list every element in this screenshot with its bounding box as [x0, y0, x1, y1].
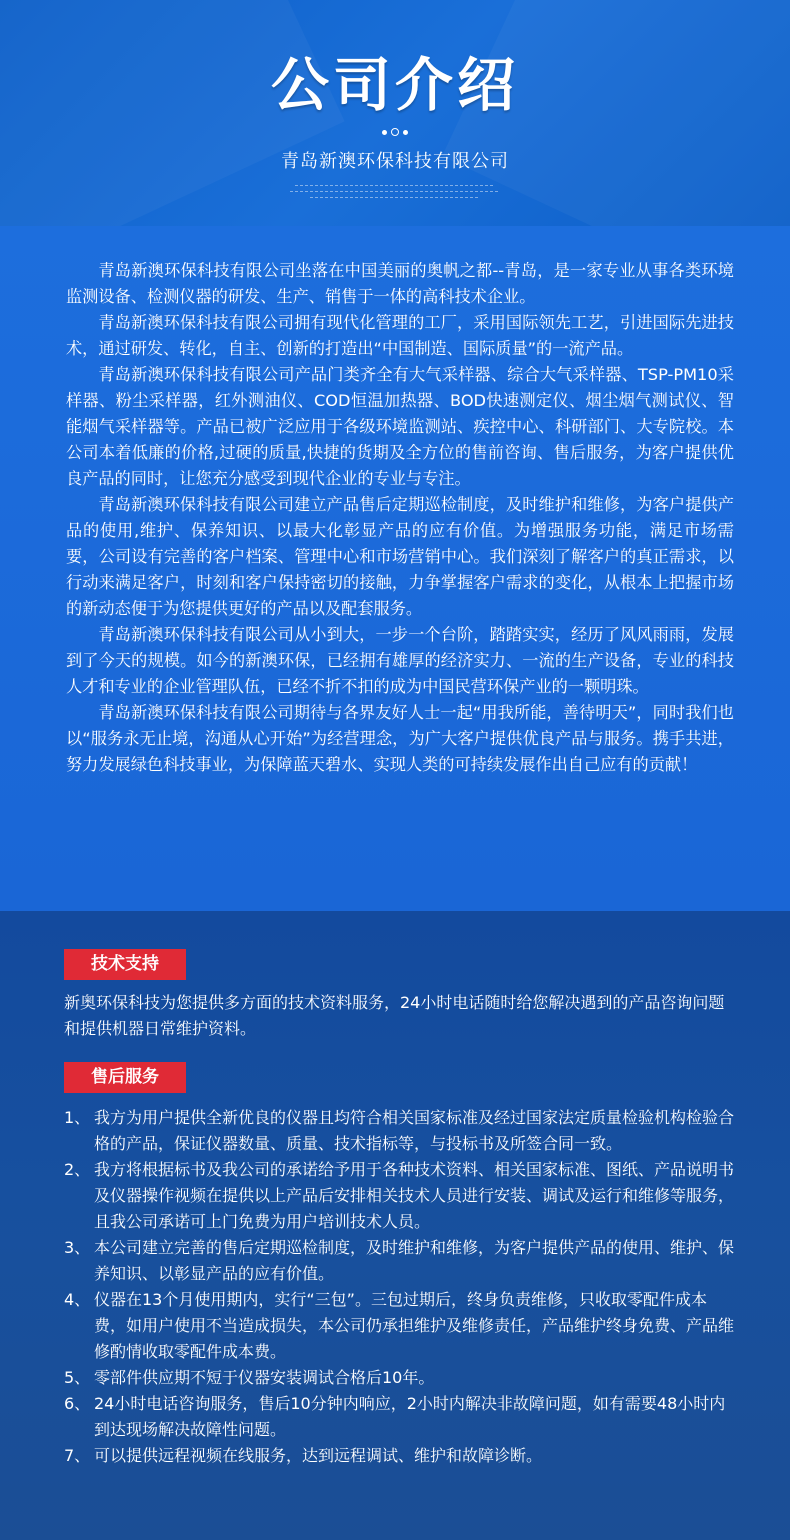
dot-icon [382, 130, 387, 135]
intro-paragraph: 青岛新澳环保科技有限公司从小到大，一步一个台阶，踏踏实实，经历了风风雨雨，发展到了今天的规模。如今的新澳环保，已经拥有雄厚的经济实力、一流的生产设备，专业的科技人才和专业的企业管理队伍，已经不折不扣的成为中国民营环保产业的一颗明珠。 [66, 625, 734, 696]
header-banner [0, 0, 790, 226]
ring-dot-icon [391, 128, 399, 136]
list-item: 2、 我方将根据标书及我公司的承诺给予用于各种技术资料、相关国家标准、图纸、产品说明书及仪器操作视频在提供以上产品后安排相关技术人员进行安装、调试及运行和维修等服务，且我公司承诺可上门免费为用户培训技术人员。 [64, 1160, 735, 1231]
list-item: 4、 仪器在13个月使用期内，实行“三包”。三包过期后，终身负责维修，只收取零配件成本费，如用户使用不当造成损失，本公司仍承担维护及维修责任，产品维护终身免费、产品维修酌情收取零配件成本费。 [64, 1290, 735, 1361]
services-section [0, 911, 790, 1540]
list-item: 7、 可以提供远程视频在线服务，达到远程调试、维护和故障诊断。 [64, 1446, 543, 1465]
dot-icon [403, 130, 408, 135]
list-item: 6、 24小时电话咨询服务，售后10分钟内响应，2小时内解决非故障问题，如有需要48小时内到达现场解决故障性问题。 [64, 1394, 726, 1439]
list-item: 5、 零部件供应期不短于仪器安装调试合格后10年。 [64, 1368, 435, 1387]
company-intro-section [0, 226, 790, 911]
intro-paragraph: 青岛新澳环保科技有限公司拥有现代化管理的工厂，采用国际领先工艺，引进国际先进技术，通过研发、转化，自主、创新的打造出“中国制造、国际质量”的一流产品。 [66, 313, 734, 358]
list-item: 1、 我方为用户提供全新优良的仪器且均符合相关国家标准及经过国家法定质量检验机构检验合格的产品，保证仪器数量、质量、技术指标等，与投标书及所签合同一致。 [64, 1108, 735, 1153]
intro-paragraph: 青岛新澳环保科技有限公司产品门类齐全有大气采样器、综合大气采样器、TSP-PM10采样器、粉尘采样器，红外测油仪、COD恒温加热器、BOD快速测定仪、烟尘烟气测试仪、智能烟气采样器等。产品已被广泛应用于各级环境监测站、疾控中心、科研部门、大专院校。本公司本着低廉的价格,过硬的质量,快捷的货期及全方位的售前咨询、售后服务，为客户提供优良产品的同时，让您充分感受到现代企业的专业与专注。 [66, 365, 734, 488]
after-sales-list [64, 1105, 738, 1469]
company-name: 青岛新澳环保科技有限公司 [281, 151, 509, 172]
page-title: 公司介绍 [270, 51, 519, 119]
after-sales-tag: 售后服务 [64, 1062, 186, 1093]
intro-paragraph: 青岛新澳环保科技有限公司建立产品售后定期巡检制度，及时维护和维修，为客户提供产品的使用,维护、保养知识、以最大化彰显产品的应有价值。为增强服务功能，满足市场需要，公司设有完善的客户档案、管理中心和市场营销中心。我们深刻了解客户的真正需求，以行动来满足客户，时刻和客户保持密切的接触，力争掌握客户需求的变化，从根本上把握市场的新动态便于为您提供更好的产品以及配套服务。 [66, 495, 734, 618]
title-dots-ornament [0, 128, 790, 136]
tech-support-text: 新奥环保科技为您提供多方面的技术资料服务，24小时电话随时给您解决遇到的产品咨询问题和提供机器日常维护资料。 [64, 993, 725, 1038]
decorative-fine-print [285, 180, 505, 206]
tech-support-tag: 技术支持 [64, 949, 186, 980]
intro-paragraph: 青岛新澳环保科技有限公司期待与各界友好人士一起“用我所能，善待明天”，同时我们也以“服务永无止境，沟通从心开始”为经营理念，为广大客户提供优良产品与服务。携手共进，努力发展绿色科技事业，为保障蓝天碧水、实现人类的可持续发展作出自己应有的贡献！ [66, 703, 734, 774]
intro-paragraph: 青岛新澳环保科技有限公司坐落在中国美丽的奥帆之都--青岛，是一家专业从事各类环境监测设备、检测仪器的研发、生产、销售于一体的高科技术企业。 [66, 261, 734, 306]
list-item: 3、 本公司建立完善的售后定期巡检制度，及时维护和维修，为客户提供产品的使用、维护、保养知识、以彰显产品的应有价值。 [64, 1238, 735, 1283]
